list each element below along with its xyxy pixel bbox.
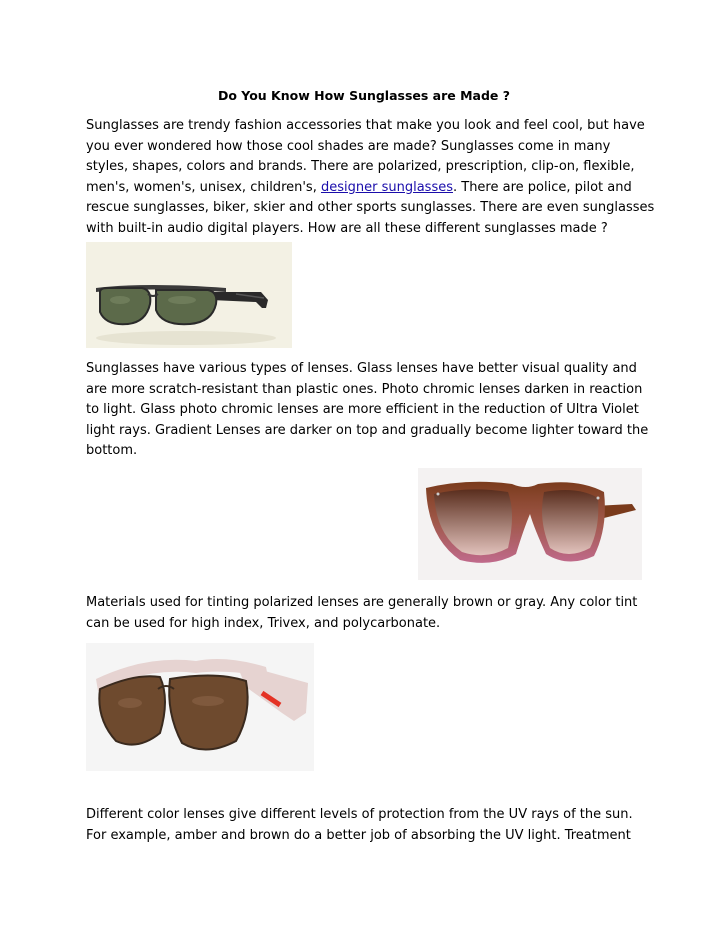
designer-sunglasses-link[interactable]: designer sunglasses xyxy=(320,179,453,195)
page-title: Do You Know How Sunglasses are Made ? xyxy=(217,88,511,103)
tint-materials-paragraph: Materials used for tinting polarized lenses are generally brown or gray. Any color tint can be used for high index, Trivex, and polycarbonate. xyxy=(86,595,638,631)
gradient-sunglasses-image xyxy=(418,468,642,580)
intro-text-before-link: Sunglasses are trendy fashion accessories that make you look and feel cool, but have you ever wondered how those cool shades are made? Sunglasses come in many styles, shapes, colors and brands. There are polarized, prescription, clip-on, flexible, men's, women's, unisex, children's, xyxy=(86,118,645,195)
intro-text-after-link: . There are police, pilot and rescue sunglasses, biker, skier and other sports sunglasses. There are even sunglasses with built-in audio digital players. How are all these different sunglasses made ? xyxy=(86,179,655,236)
lenses-paragraph: Sunglasses have various types of lenses. Glass lenses have better visual quality and are more scratch-resistant than plastic ones. Photo chromic lenses darken in reaction to light. Glass photo chromic lenses are more efficient in the reduction of Ultra Violet light rays. Gradient Lenses are darker on top and gradually become lighter toward the bottom. xyxy=(86,361,649,458)
aviator-sunglasses-image xyxy=(86,643,314,771)
metal-sunglasses-image xyxy=(86,242,292,348)
uv-protection-paragraph: Different color lenses give different levels of protection from the UV rays of the sun. For example, amber and brown do a better job of absorbing the UV light. Treatment xyxy=(86,807,633,843)
intro-paragraph xyxy=(86,116,656,239)
